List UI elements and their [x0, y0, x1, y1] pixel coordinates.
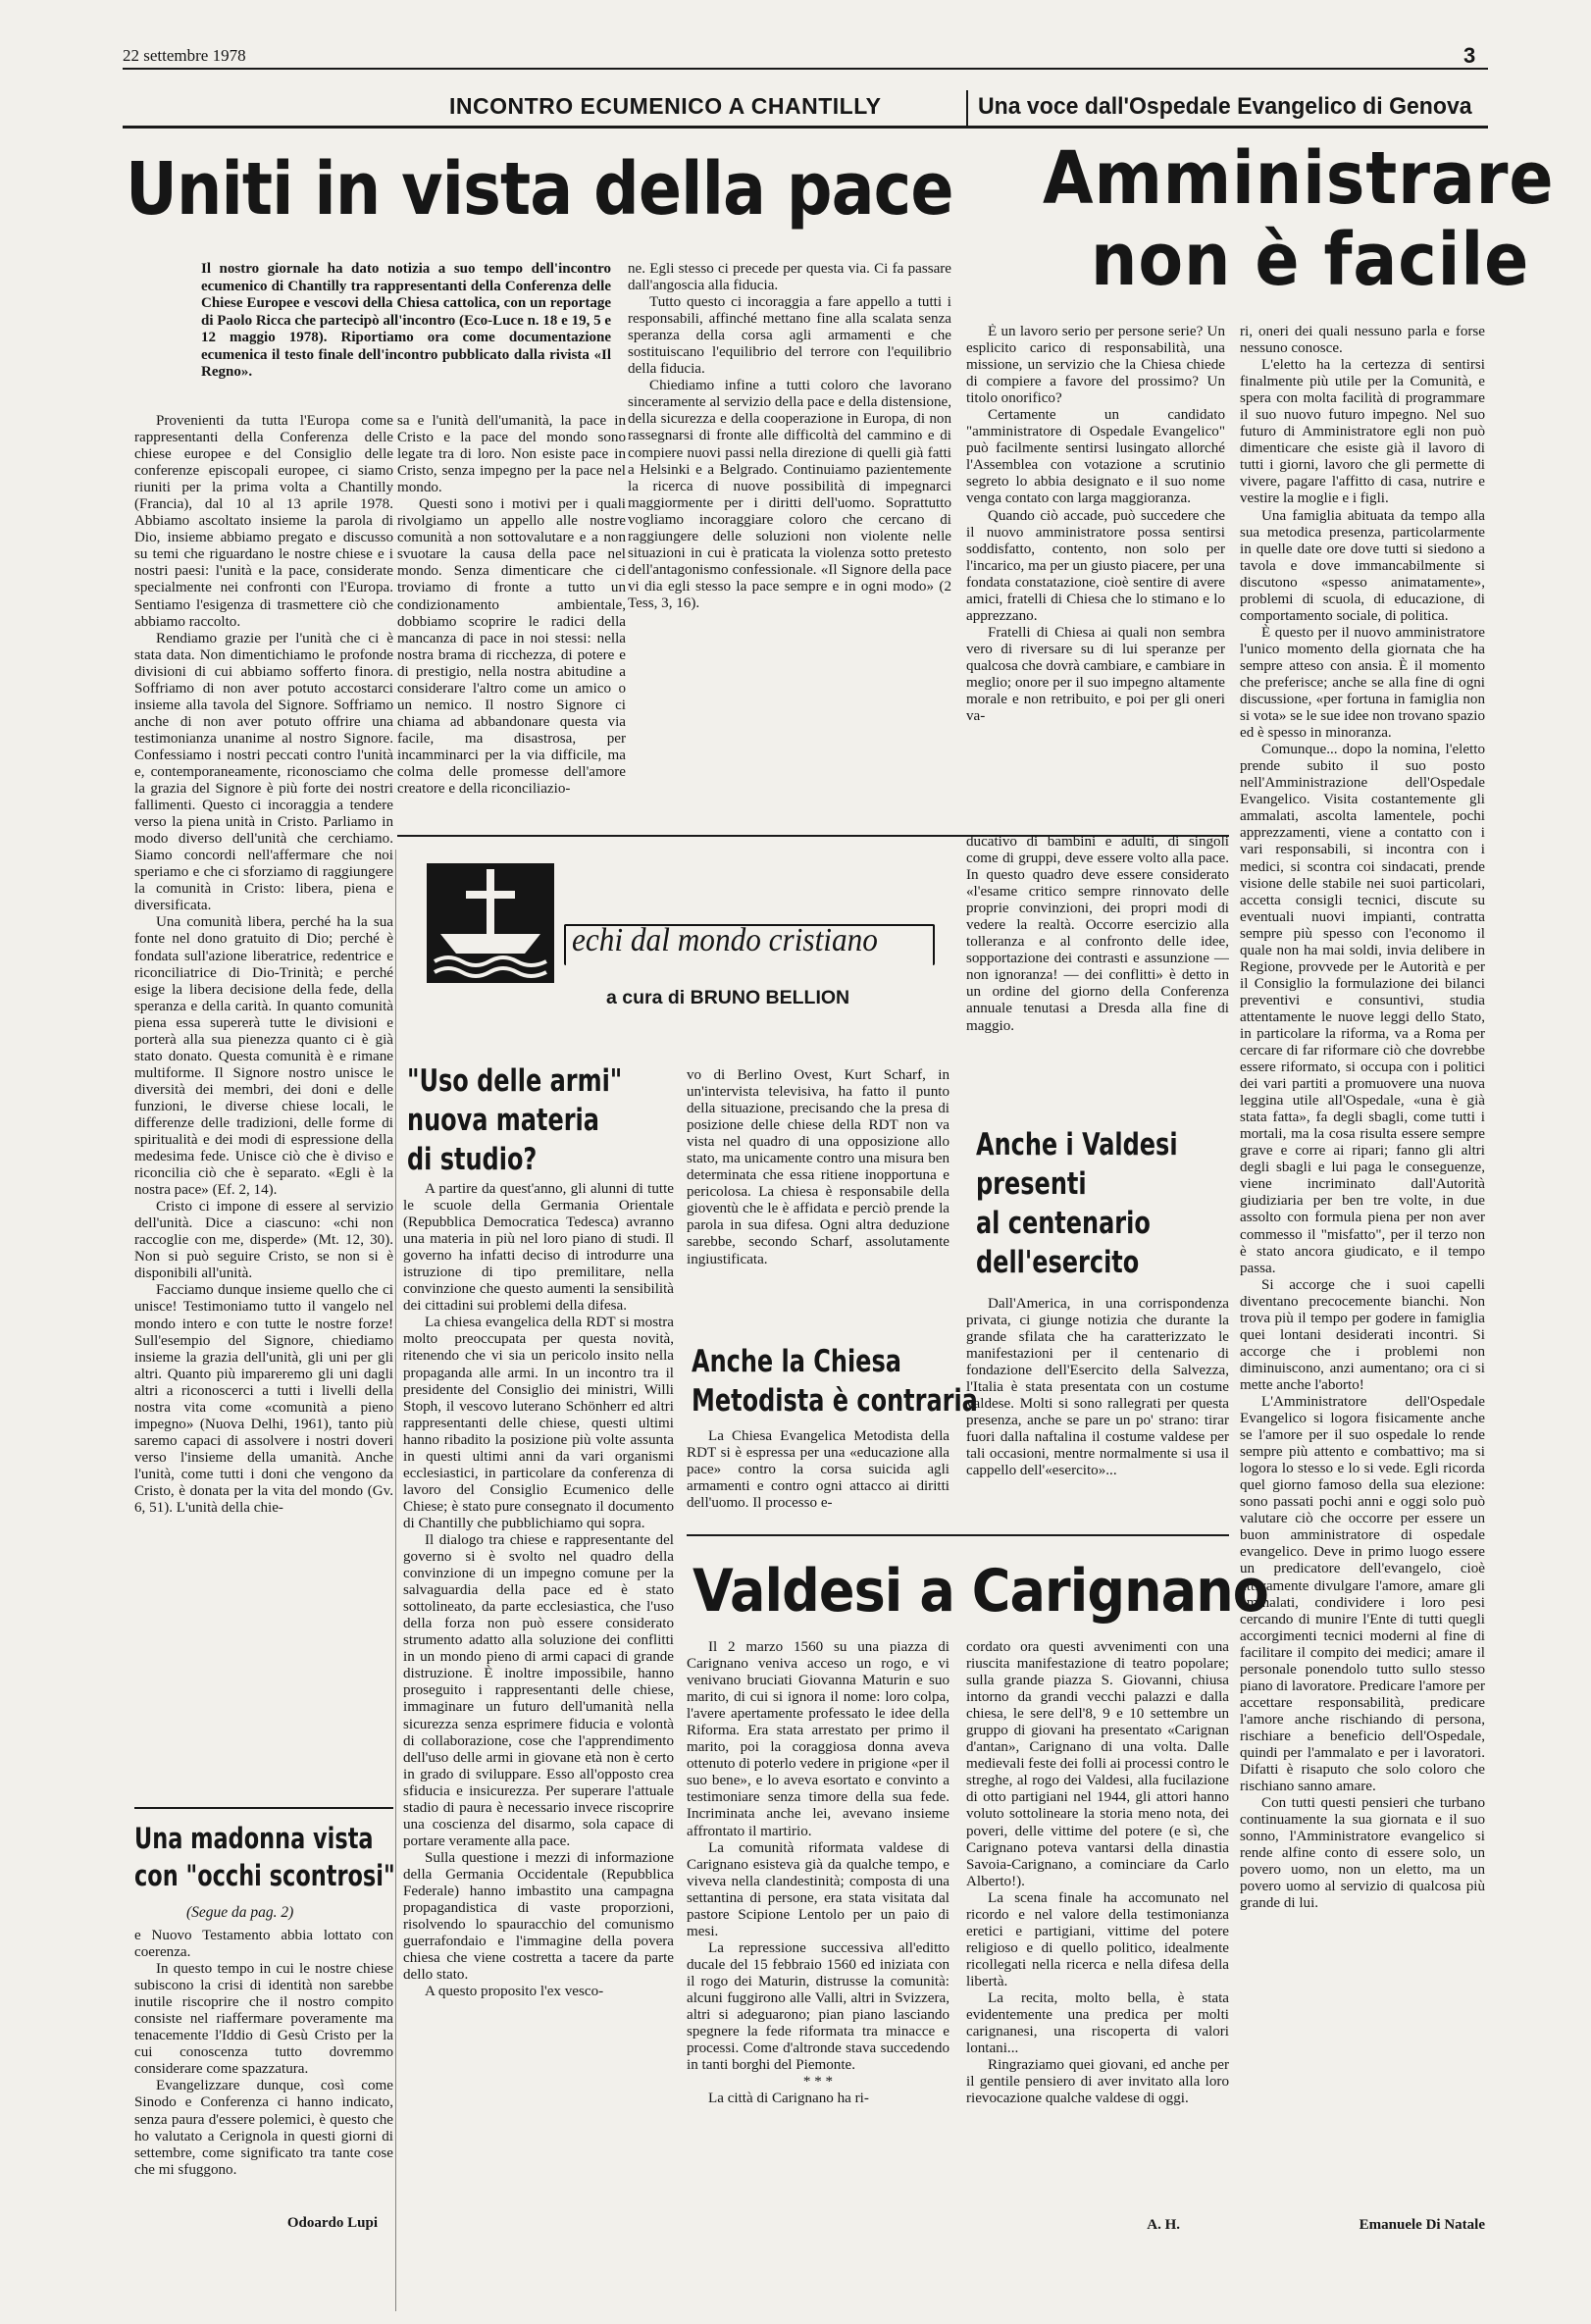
headline-uniti: Uniti in vista della pace [126, 147, 953, 232]
paragraph: * * * [802, 2074, 834, 2091]
pace-col1 [134, 413, 393, 1700]
madonna-col [134, 1928, 393, 2212]
paragraph: A questo proposito l'ex vesco- [425, 1984, 604, 2000]
armi-col1-text [403, 1181, 674, 2000]
paragraph: Questi sono i motivi per i quali rivolgiamo un appello alle nostre comunità a non sottovalutare e a non svuotare la causa della pace nel mondo. Senza dimenticare che ci troviamo di fronte a tutto un condizionamento ambientale, dobbiamo scoprire le radici della mancanza di pace in noi stessi: nella nostra brama di ricchezza, di potere e di prestigio, nella nostra abitudine a considerare l'altro come un amico o un nemico. Il nostro Signore ci chiama ad abbandonare questa via facile, ma disastrosa, per incamminarci per la via difficile, ma colma delle promesse dell'amore creatore e della riconciliazio- [397, 496, 626, 798]
carignano-col2 [966, 1639, 1229, 2208]
paragraph: vo di Berlino Ovest, Kurt Scharf, in un'intervista televisiva, ha fatto il punto della situazione, precisando che la presa di posizione delle chiese della RDT non va vista nel quadro di una opposizione allo stato, ma unicamente contro una misura ben determinata che essa ritiene inopportuna e pericolosa. La chiesa è responsabile della gioventù che le è affidata e perciò prende la parola in sua difesa. Ogni altra deduzione sarebbe, secondo Scharf, assolutamente ingiustificata. [687, 1067, 949, 1267]
valdesi-esercito-text [966, 1296, 1229, 1480]
kicker-chantilly: INCONTRO ECUMENICO A CHANTILLY [449, 93, 882, 119]
paragraph: Si accorge che i suoi capelli diventano precocemente bianchi. Non trova più il tempo per godere in famiglia quei lontani desiderati incontri. Si accorge che i problemi non diminuiscono, anzi aumentano; ora ci si mette anche l'aborto! [1240, 1276, 1485, 1393]
echi-right-text [966, 834, 1229, 1035]
metodista-text [687, 1428, 949, 1512]
valdesi-esercito-title-line: al centenario [976, 1206, 1151, 1241]
paragraph: Rendiamo grazie per l'unità che ci è stata data. Non dimentichiamo le profonde divisioni di cui abbiamo sofferto finora. Soffriamo di non aver potuto accostarci insieme alla tavola del Signore. Soffriamo anche di non aver potuto offrire una testimonianza unanime al nostro Signore. Confessiamo i nostri peccati contro l'unità e, contemporaneamente, riconosciamo che la grazia del Signore è più forte dei nostri fallimenti. Questo ci incoraggia a tendere verso la piena unità in Cristo. Parliamo in modo diverso dell'unità che cerchiamo. Siamo concordi nell'affermare che noi speriamo e che ci sforziamo di raggiungere la comunità in Cristo: libera, piena e diversificata. [134, 630, 393, 914]
paragraph: La scena finale ha accomunato nel ricordo e nel valore della testimonianza eretici e partigiani, vittime del potere religioso e di quello politico, idealmente ricollegati nella ricerca e nella difesa della libertà. [966, 1889, 1229, 1989]
armi-col2 [687, 1067, 949, 1316]
armi-title-line: nuova materia [407, 1103, 599, 1138]
paragraph: Ringraziamo quei giovani, ed anche per il gentile pensiero di aver invitato alla loro rievocazione qualche valdese di oggi. [966, 2057, 1229, 2107]
carignano-col2-text [966, 1639, 1229, 2107]
pace-col3-text [628, 261, 951, 612]
paragraph: Evangelizzare dunque, così come Sinodo e Conferenza ci hanno indicato, senza paura d'essere polemici, è questo che ho valutato a Cerignola in questi giorni di settembre, come significato tra tante cose che mi sfuggono. [134, 2078, 393, 2178]
paragraph: Il dialogo tra chiese e rappresentante del governo si è svolto nel quadro della convinzione di un impegno comune per la salvaguardia della pace ed è stato sottolineato, da parte ecclesiastica, che l'uso della forza non può essere considerato strumento adatto alla soluzione dei conflitti in un mondo pieno di armi capaci di grande distruzione. È inoltre impossibile, hanno proseguito i rappresentanti delle chiese, immaginare un futuro dell'umanità nella sicurezza senza esprimere fiducia e volontà di collaborazione, cose che l'apprendimento dell'uso delle armi in giovane età non è certo in grado di sviluppare. Esso all'opposto crea sfiducia e insicurezza. Per superare l'attuale stadio di paura è necessario invece riscoprire una coscienza del disarmo, sola capace di portare veramente alla pace. [403, 1531, 674, 1849]
paragraph: e Nuovo Testamento abbia lottato con coerenza. [134, 1928, 393, 1961]
paragraph: sa e l'unità dell'umanità, la pace in Cristo e la pace del mondo sono legate tra di loro. Non esiste pace in Cristo, senza impegno per la pace nel mondo. [397, 413, 626, 496]
paragraph: ri, oneri dei quali nessuno parla e forse nessuno conosce. [1240, 324, 1485, 357]
madonna-title-line: Una madonna vista [134, 1822, 374, 1855]
paragraph: La chiesa evangelica della RDT si mostra molto preoccupata per questa novità, ritenendo che vi sia un pericolo insito nella propaganda alle armi. In un incontro tra il presidente del Consiglio dei ministri, Willi Stoph, il vescovo luterano Schönherr ed altri rappresentanti delle chiese, questi ultimi hanno ribadito la posizione più volte assunta in questi ultimi anni da vari organismi ecclesiastici, in particolare da conferenza di lavoro del Consiglio Ecumenico delle Chiese; è stato pure consegnato il documento di Chantilly che pubblichiamo qui sopra. [403, 1315, 674, 1531]
carignano-signature: A. H. [1147, 2217, 1180, 2233]
paragraph: È un lavoro serio per persone serie? Un esplicito carico di responsabilità, una missione, un servizio che la Chiesa chiede di compiere a favore del prossimo? Un titolo onorifico? [966, 324, 1225, 407]
pace-col1-text [134, 413, 393, 1517]
metodista-title-line: Anche la Chiesa [692, 1344, 901, 1379]
page-number: 3 [1463, 43, 1476, 68]
paragraph: Tutto questo ci incoraggia a fare appello a tutti i responsabili, affinché mettano fine alla scalata senza speranza della corsa agli armamenti e che sostituiscano l'equilibrio del terrore con l'equilibrio della fiducia. [628, 294, 951, 378]
paragraph: La recita, molto bella, è stata evidentemente una predica per molti carignanesi, una riscoperta di valori lontani... [966, 1989, 1229, 2057]
paragraph: La Chiesa Evangelica Metodista della RDT si è espressa per una «educazione alla pace» contro la corsa suicida agli armamenti e contro ogni attacco ai diritti dell'uomo. Il processo e- [687, 1428, 949, 1512]
paragraph: ne. Egli stesso ci precede per questa via. Ci fa passare dall'angoscia alla fiducia. [628, 261, 951, 294]
paragraph: Una famiglia abituata da tempo alla sua metodica presenza, particolarmente in quelle date ore dove tutti si siedono a tavola e dove immancabilmente si discutono «spesso animatamente», problemi di scuola, di educazione, di comportamento sociale, di politica. [1240, 507, 1485, 624]
headline-amministrare-1: Amministrare [1043, 136, 1555, 221]
paragraph: Comunque... dopo la nomina, l'eletto prende subito il suo posto nell'Amministrazione dell'Ospedale Evangelico. Visita costantemente gli ammalati, ascolta lamentele, pochi apprezzamenti, viene a contatto con i vari responsabili, si incontra con i medici, si scontra coi sindacati, prende visione delle stabile nei suoi particolari, accetta consigli tecnici, discute su eventuali nuovi impianti, contratta sempre più spesso con l'economo il quale non ha mai soldi, invia delibere in Regione, provvede per le Autorità e per il Consiglio la formulazione dei bilanci preventivi e consuntivi, studia attentamente le nuove leggi dello Stato, in particolare la riforma, va a Roma per cercare di far riformare ciò che dovrebbe essere riformato, si occupa con i politici dei vari partiti a promuovere una nuova leggina utile all'Ospedale, «una è già stata fatta», fa degli sbagli, come tutti i mortali, ma la cosa risulta essere sempre grave e corre ai ripari; fanno gli altri degli sbagli e lui paga le conseguenze, viene incriminato dall'Autorità giudiziaria per ben tre volte, in due assolto con formula piena per non aver commesso il "misfatto", per il terzo non è stato ancora giudicato, e il tempo passa. [1240, 742, 1485, 1276]
vertical-rule-top [966, 90, 968, 127]
paragraph: Il 2 marzo 1560 su una piazza di Carignano veniva acceso un rogo, e vi venivano bruciati Giovanna Maturin e suo marito, di cui si ignora il nome: loro colpa, l'avere apertamente professato le idee della Riforma. Era stata arrestato per primo il marito, poi la coraggiosa donna aveva ottenuto di poterlo vedere in prigione «per il suo bene», e lo aveva esortato e convinto a testimoniare senza timore della sua fede. Incriminata anche lei, avevano insieme affrontato il martirio. [687, 1639, 949, 1839]
carignano-col1 [687, 1639, 949, 2267]
paragraph: Facciamo dunque insieme quello che ci unisce! Testimoniamo tutto il vangelo nel mondo intero e con tutte le nostre forze! Sull'esempio del Signore, chiediamo insieme la grazia dell'unità, gli uni per gli altri. Quanto più impareremo gli uni dagli altri a riconoscerci a tutti i livelli della nostra vita come «comunità a pieno impegno» (Nuova Delhi, 1961), tanto più saremo capaci di assolvere i nostri doveri verso l'insieme della umanità. Anche l'unità, come tutti i doni che vengono da Cristo, è donata per la vita del mondo (Gv. 6, 51). L'unità della chie- [134, 1282, 393, 1517]
headline-amministrare-2: non è facile [1091, 218, 1530, 302]
paragraph: Sulla questione i mezzi di informazione della Germania Occidentale (Repubblica Federale) hanno imbastito una campagna propagandistica di vaste proporzioni, risolvendo lo spauracchio del comunismo guerrafondaio e l'immagine della povera chiesa che viene costretta a tacere da parte dello stato. [403, 1849, 674, 1984]
armi-col1 [403, 1181, 674, 2307]
valdesi-esercito-col [966, 1296, 1229, 1531]
headline-carignano: Valdesi a Carignano [693, 1557, 1268, 1626]
pace-col2-text [397, 413, 626, 798]
lead-uniti: Il nostro giornale ha dato notizia a suo tempo dell'incontro ecumenico di Chantilly tra rappresentanti della Conferenza delle Chiese Europee e vescovi della Chiesa cattolica, con un reportage di Paolo Ricca che partecipò all'incontro (Eco-Luce n. 18 e 19, 5 e 12 maggio 1978). Riportiamo ora come documentazione ecumenica il testo finale dell'incontro pubblicato dalla rivista «Il Regno». [201, 261, 612, 380]
paragraph: Certamente un candidato "amministratore di Ospedale Evangelico" può facilmente sentirsi lusingato allorché l'Assemblea con votazione a scrutinio segreto lo abbia designato e il suo nome venga contato con larga maggioranza. [966, 407, 1225, 507]
echi-right-col [966, 834, 1229, 1069]
metodista-col [687, 1428, 949, 1526]
kicker-genova: Una voce dall'Ospedale Evangelico di Genova [978, 93, 1472, 120]
armi-title-line: "Uso delle armi" [407, 1063, 623, 1099]
paragraph: Quando ciò accade, può succedere che il nuovo amministratore possa sentirsi soddisfatto, contento, non solo per l'incarico, ma per un giusto piacere, per una fondata constatazione, cioè sentire di avere amici, fratelli di Chiesa che lo stimano e lo apprezzano. [966, 507, 1225, 624]
valdesi-esercito-title-line: Anche i Valdesi [976, 1127, 1178, 1162]
paragraph: Con tutti questi pensieri che turbano continuamente la sua giornata e il suo sonno, l'Amministratore evangelico si rende alfine conto di essere solo, un povero uomo, non un eletto, ma un povero uomo al servizio di qualcosa più grande di lui. [1240, 1795, 1485, 1912]
madonna-title-line: con "occhi scontrosi" [134, 1859, 395, 1892]
paragraph: ducativo di bambini e adulti, di singoli come di gruppi, deve essere volto alla pace. In questo quadro deve essere considerato «l'esame critico sempre rinnovato delle proprie convinzioni, dei propri modi di vedere la realtà. Occorre esercizio alla tolleranza e al confronto delle idee, sopportazione dei contrasti e assunzione — non ignoranza! — dei conflitti» è detto in un ordine del giorno della Conferenza annuale tenutasi a Dresda alla fine di maggio. [966, 834, 1229, 1034]
armi-title-line: di studio? [407, 1142, 538, 1177]
madonna-title [134, 1820, 395, 1894]
pace-col2 [397, 413, 626, 833]
amm-col1-text [966, 324, 1225, 725]
echi-curator: a cura di BRUNO BELLION [606, 987, 850, 1008]
valdesi-esercito-title-line: dell'esercito [976, 1245, 1140, 1280]
amm-col1 [966, 324, 1225, 824]
header-rule [123, 68, 1488, 70]
page-date: 22 settembre 1978 [123, 46, 246, 65]
metodista-title-line: Metodista è contraria [692, 1383, 978, 1419]
echi-title-text: echi dal mondo cristiano [572, 922, 878, 958]
madonna-text [134, 1928, 393, 2179]
paragraph: Cristo ci impone di essere al servizio dell'unità. Dice a ciascuno: «chi non raccoglie con me, disperde» (Mt. 12, 30). Non si può seguire Cristo, se non si è disponibili all'unità. [134, 1199, 393, 1282]
gutter-rule-1 [395, 850, 396, 2311]
paragraph: Chiediamo infine a tutti coloro che lavorano sinceramente al servizio della pace e della distensione, della sicurezza e della cooperazione in Europa, di non rassegnarsi di fronte alle difficoltà del cammino e di compiere nuovi passi nella direzione di quelli già fatti a Helsinki e a Belgrado. Continuiamo pazientemente la ricerca di nuove possibilità di impegnarci maggiormente per i diritti dell'uomo. Soprattutto vogliamo incoraggiare coloro che cercano di raggiungere delle soluzioni non violente nelle situazioni in cui è praticata la violenza sotto pretesto dell'antagonismo confessionale. «Il Signore della pace vi dia egli stesso la pace sempre e in ogni modo» (2 Tess, 3, 16). [628, 378, 951, 611]
armi-col2-text [687, 1067, 949, 1268]
pace-col3 [628, 261, 951, 830]
paragraph: In questo tempo in cui le nostre chiese subiscono la crisi di identità non sarebbe inutile riscoprire che il nostro compito consiste nel riaffermare poveramente ma tenacemente l'Iddio di Gesù Cristo per la cui conoscenza tutto dovremmo considerare come spazzatura. [134, 1961, 393, 2078]
cross-boat-icon [427, 863, 554, 983]
paragraph: L'Amministratore dell'Ospedale Evangelico si logora fisicamente anche se l'amore per il suo ospedale lo rende sempre più attento e combattivo; ma si logora lo stesso e lo si vede. Egli ricorda quel giorno famoso della sua elezione: sono passati pochi anni e oggi solo può valutare ciò che occorre per essere un buon amministratore di ospedale evangelico. Deve in primo luogo essere un predicatore dell'evangelo, cioè attivamente divulgare l'amore, amare gli ammalati, condividere i loro pesi cercando di munire l'Ente di tutti quegli accorgimenti tecnici moderni al fine di facilitare il compito dei medici; amare il personale ponendolo tutto sullo stesso piano di lavoratore. Predicare l'amore per accettare responsabilità, predicare l'amore anche rischiando di persona, rischiare a beneficio dell'Ospedale, quindi per l'ammalato e per i lavoratori. Difatti è risaputo che solo coloro che rischiano sanno amare. [1240, 1394, 1485, 1795]
kicker-rule [123, 126, 1488, 129]
amm-signature: Emanuele Di Natale [1359, 2217, 1485, 2233]
paragraph: Fratelli di Chiesa ai quali non sembra vero di riversare su di lui speranze per qualcosa che dovrà cambiare, e cambiare in meglio; onore per il suo impegno altamente morale e non retribuito, e poi per gli oneri va- [966, 624, 1225, 725]
metodista-title [692, 1342, 978, 1420]
amm-col2 [1240, 324, 1485, 2166]
paragraph: Dall'America, in una corrispondenza privata, ci giunge notizia che durante la grande sfilata che ha caratterizzato le manifestazioni per il centenario di fondazione dell'Esercito della Salvezza, l'Italia è stata presentata con un costume valdese. Molti si sono rallegrati per questa presenza, anche se pare un po' strano: tirar fuori dalla naftalina il costume valdese per tali occasioni, mentre normalmente si usa il cappello dell'«esercito»... [966, 1296, 1229, 1479]
paragraph: La repressione successiva all'editto ducale del 15 febbraio 1560 ed iniziata con il rogo dei Maturin, distrusse la comunità: alcuni fuggirono alle Valli, altri in Svizzera, altri si adeguarono; pian piano lasciando spegnere la fede riformata tra minacce e processi. Come d'altronde stava succedendo in tanti borghi del Piemonte. [687, 1939, 949, 2074]
paragraph: Una comunità libera, perché ha la sua fonte nel dono gratuito di Dio; perché è fondata sull'azione liberatrice, redentrice e riconciliatrice di Dio-Trinità; e perché esige la libera decisione della fede, della speranza e della carità. In quanto comunità piena essa supererà tutte le divisioni e porterà alla sua pienezza quanto ci è già stato donato. Questa comunità è e rimane multiforme. Il Signore nostro unisce le diversità dei membri, dei doni e delle funzioni, le diverse chiese locali, le differenze delle tradizioni, delle forme di spiritualità e dei modi di espressione della medesima fede. Unisce ciò che è diviso e riconcilia ciò che è separato. «Egli è la nostra pace» (Ef. 2, 14). [134, 914, 393, 1199]
paragraph: cordato ora questi avvenimenti con una riuscita manifestazione di teatro popolare; sulla grande piazza S. Giovanni, chiusa intorno da grandi vecchi palazzi e dalla chiesa, le sere dell'8, 9 e 10 settembre un gruppo di giovani ha presentato «Carignan d'antan», Carignano di una volta. Dalle medievali feste dei folli ai processi contro le streghe, al rogo dei Valdesi, alla fucilazione di otto partigiani nel 1944, gli attori hanno voluto sottolineare la storia meno nota, dei poveri, delle vittime del potere (e sì, che Carignano poteva vantarsi della dinastia Savoia-Carignano, a cominciare da Carlo Alberto!). [966, 1639, 1229, 1889]
paragraph: Provenienti da tutta l'Europa come rappresentanti della Conferenza delle chiese europee e del Consiglio delle conferenze episcopali europee, ci siamo riuniti per la prima volta a Chantilly (Francia), dal 10 al 13 aprile 1978. Abbiamo ascoltato insieme la parola di Dio, insieme abbiamo pregato e discusso su temi che riguardano le nostre chiese e i nostri paesi: l'unità e la pace, considerate specialmente nei confronti con l'Europa. Sentiamo l'esigenza di trasmettere ciò che abbiamo raccolto. [134, 413, 393, 630]
paragraph: La città di Carignano ha ri- [708, 2091, 869, 2107]
madonna-top-rule [134, 1807, 393, 1809]
armi-title [407, 1061, 622, 1179]
carignano-col1-text [687, 1639, 949, 2107]
valdesi-esercito-title-line: presenti [976, 1166, 1087, 1202]
echi-title [564, 924, 935, 965]
carignano-top-rule [687, 1534, 1229, 1536]
valdesi-esercito-title [976, 1125, 1178, 1282]
amm-col2-text [1240, 324, 1485, 1912]
paragraph: La comunità riformata valdese di Carignano esisteva già da qualche tempo, e viveva nella clandestinità; composta di una settantina di persone, era stata visitata dal pastore Scipione Lentolo per un paio di mesi. [687, 1839, 949, 1939]
madonna-signature: Odoardo Lupi [286, 2215, 378, 2231]
paragraph: A partire da quest'anno, gli alunni di tutte le scuole della Germania Orientale (Repubblica Democratica Tedesca) avranno una materia in più nel loro piano di studi. Il governo ha infatti deciso di introdurre una istruzione di tipo premilitare, nella convinzione che questo aumenti la sensibilità dei cittadini sui problemi della difesa. [403, 1181, 674, 1315]
madonna-continued: (Segue da pag. 2) [186, 1904, 294, 1921]
paragraph: L'eletto ha la certezza di sentirsi finalmente più utile per la Comunità, e spera con molta facilità di programmare il suo nuovo futuro impegno. Nel suo futuro di Amministratore egli non può dimenticare che esiste già il lavoro di tutti i giorni, lavoro che gli permette di vivere, pagare l'affitto di casa, nutrire e vestire la moglie e i figli. [1240, 357, 1485, 507]
paragraph: È questo per il nuovo amministratore l'unico momento della giornata che ha sempre atteso con ansia. È il momento che preferisce; anche se alla fine di ogni discussione, «per fortuna in famiglia non si vota» se le sue idee non trovano spazio ed è spesso in minoranza. [1240, 624, 1485, 742]
